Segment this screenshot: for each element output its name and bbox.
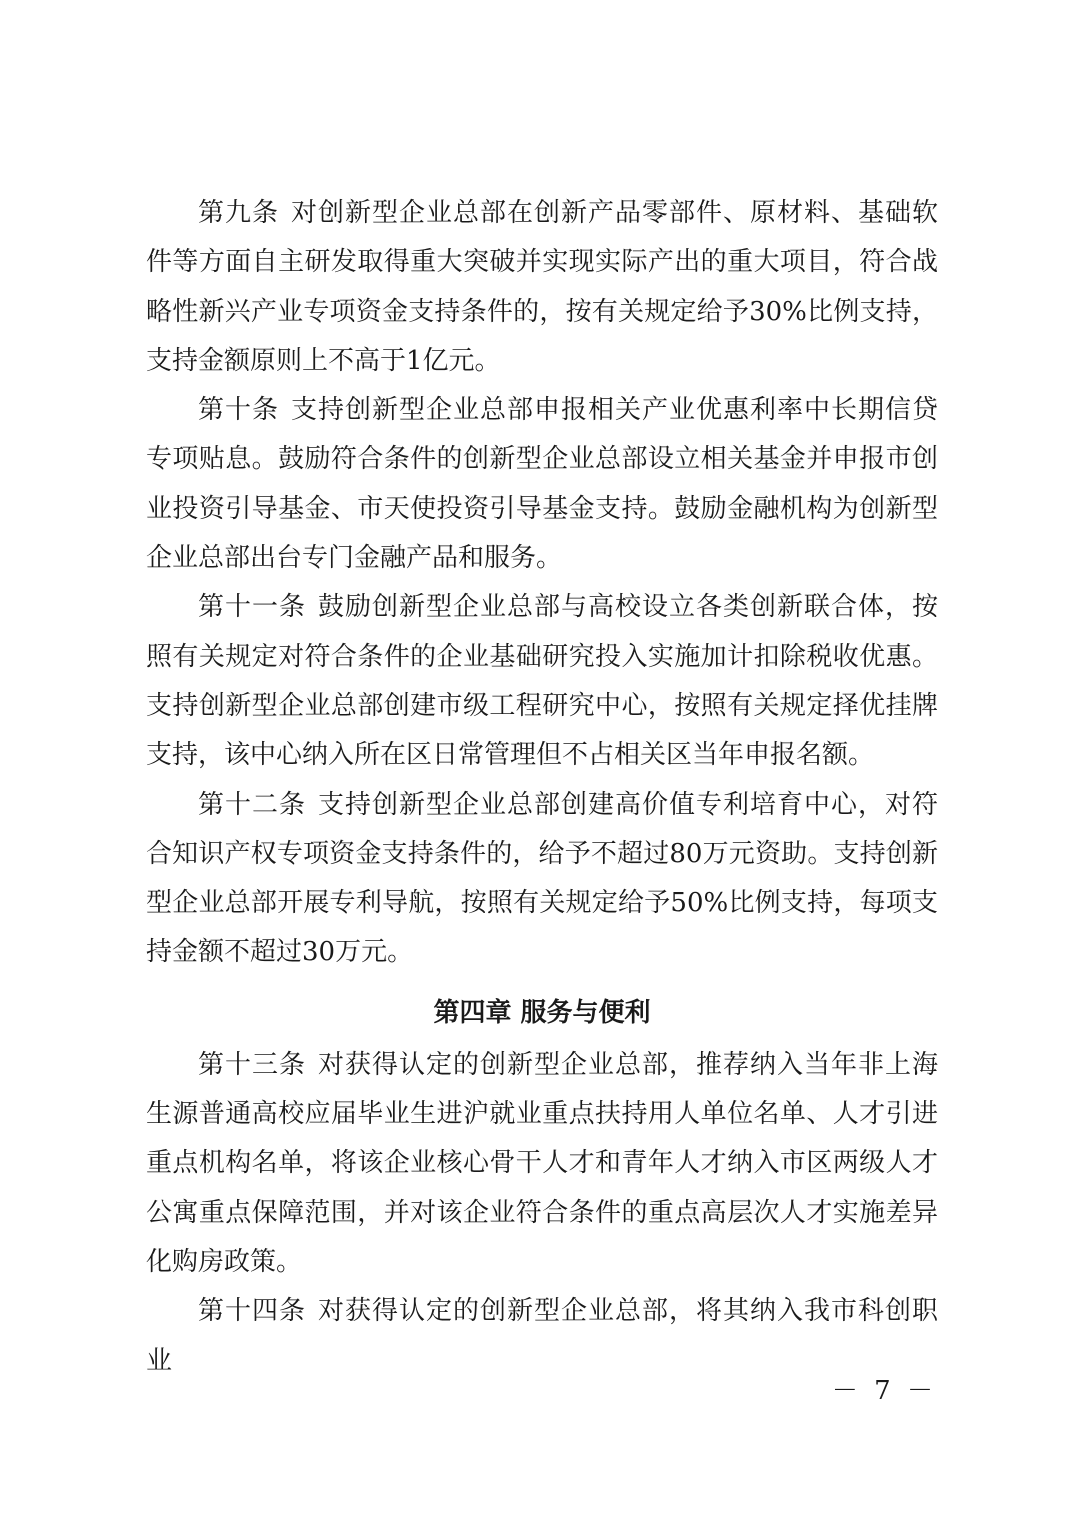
article-text: 支持创新型企业总部申报相关产业优惠利率中长期信贷专项贴息。鼓励符合条件的创新型企业总部设立相关基金并申报市创业投资引导基金、市天使投资引导基金支持。鼓励金融机构为创新型企业总部出台专门金融产品和服务。 xyxy=(146,395,938,574)
article-number: 第十四条 xyxy=(198,1296,306,1327)
article-number: 第十二条 xyxy=(198,789,306,820)
article-number: 第十一条 xyxy=(198,592,306,623)
article-text: 对获得认定的创新型企业总部，将其纳入我市科创职业 xyxy=(146,1296,938,1376)
page-number: － 7 － xyxy=(831,1376,937,1406)
document-body xyxy=(146,189,938,1386)
article-paragraph xyxy=(146,583,938,780)
article-number: 第十条 xyxy=(198,395,279,426)
article-number: 第十三条 xyxy=(198,1049,306,1080)
article-paragraph xyxy=(146,781,938,978)
chapter-title: 第四章 服务与便利 xyxy=(433,997,651,1028)
article-paragraph xyxy=(146,1041,938,1287)
article-paragraph xyxy=(146,1287,938,1386)
article-text: 支持创新型企业总部创建高价值专利培育中心，对符合知识产权专项资金支持条件的，给予不超过80万元资助。支持创新型企业总部开展专利导航，按照有关规定给予50%比例支持，每项支持金额不超过30万元。 xyxy=(146,789,938,968)
article-text: 鼓励创新型企业总部与高校设立各类创新联合体，按照有关规定对符合条件的企业基础研究投入实施加计扣除税收优惠。支持创新型企业总部创建市级工程研究中心，按照有关规定择优挂牌支持，该中心纳入所在区日常管理但不占相关区当年申报名额。 xyxy=(146,592,938,771)
article-text: 对获得认定的创新型企业总部，推荐纳入当年非上海生源普通高校应届毕业生进沪就业重点扶持用人单位名单、人才引进重点机构名单，将该企业核心骨干人才和青年人才纳入市区两级人才公寓重点保障范围，并对该企业符合条件的重点高层次人才实施差异化购房政策。 xyxy=(146,1049,938,1277)
article-paragraph xyxy=(146,386,938,583)
article-number: 第九条 xyxy=(198,198,279,228)
article-text: 对创新型企业总部在创新产品零部件、原材料、基础软件等方面自主研发取得重大突破并实现实际产出的重大项目，符合战略性新兴产业专项资金支持条件的，按有关规定给予30%比例支持，支持金额原则上不高于1亿元。 xyxy=(146,198,938,376)
article-paragraph xyxy=(146,189,938,386)
